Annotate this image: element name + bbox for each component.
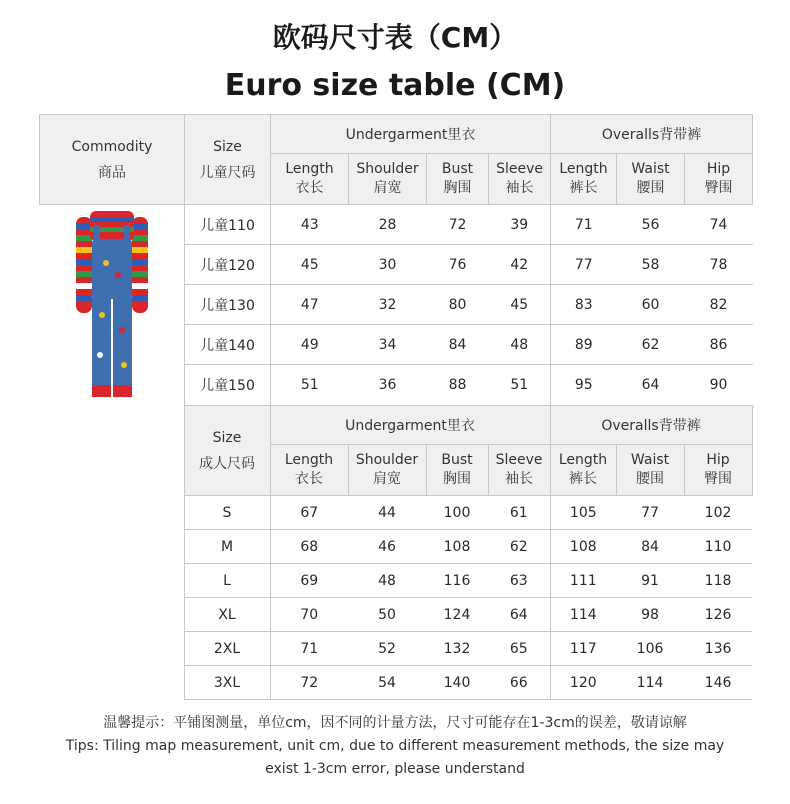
column-header-cn: 袖长 <box>505 471 534 487</box>
column-header-4 <box>551 154 617 205</box>
size-cell: 儿童110 <box>185 205 271 245</box>
value-cell: 48 <box>489 325 551 365</box>
value-cell: 52 <box>348 632 426 666</box>
value-cell: 116 <box>426 564 488 598</box>
value-cell: 72 <box>427 205 489 245</box>
value-cell: 146 <box>684 666 752 700</box>
column-header-cn: 衣长 <box>295 180 324 196</box>
column-header-en: Shoulder <box>355 452 419 468</box>
value-cell: 111 <box>550 564 616 598</box>
value-cell: 45 <box>271 245 349 285</box>
value-cell: 80 <box>427 285 489 325</box>
value-cell: 126 <box>684 598 752 632</box>
column-header-en: Hip <box>706 452 730 468</box>
value-cell: 48 <box>348 564 426 598</box>
value-cell: 124 <box>426 598 488 632</box>
value-cell: 67 <box>270 496 348 530</box>
column-header-cn: 裤长 <box>569 180 598 196</box>
value-cell: 76 <box>427 245 489 285</box>
size-header-en: Size <box>212 429 242 446</box>
undergarment-group-header: Undergarment里衣 <box>271 115 551 154</box>
size-cell: XL <box>184 598 270 632</box>
size-cell: S <box>184 496 270 530</box>
column-header-cn: 胸围 <box>443 180 472 196</box>
right-sleeve <box>132 217 148 313</box>
value-cell: 62 <box>617 325 685 365</box>
undergarment-group-header: Undergarment里衣 <box>270 406 550 445</box>
size-cell: 3XL <box>184 666 270 700</box>
column-header-cn: 肩宽 <box>373 471 401 487</box>
column-header-0 <box>271 154 349 205</box>
commodity-header <box>40 115 185 205</box>
column-header-cn: 袖长 <box>505 180 534 196</box>
value-cell: 77 <box>616 496 684 530</box>
value-cell: 72 <box>270 666 348 700</box>
column-header-en: Hip <box>706 161 731 177</box>
column-header-en: Length <box>559 161 608 177</box>
value-cell: 98 <box>616 598 684 632</box>
column-header-3 <box>489 154 551 205</box>
empty-corner <box>39 406 184 496</box>
column-header-2 <box>427 154 489 205</box>
value-cell: 47 <box>271 285 349 325</box>
value-cell: 84 <box>427 325 489 365</box>
column-header-en: Length <box>285 161 334 177</box>
value-cell: 114 <box>616 666 684 700</box>
value-cell: 34 <box>349 325 427 365</box>
value-cell: 100 <box>426 496 488 530</box>
table-row <box>39 496 752 530</box>
column-header-5 <box>617 154 685 205</box>
value-cell: 36 <box>349 365 427 405</box>
column-header-2 <box>426 445 488 496</box>
value-cell: 70 <box>270 598 348 632</box>
value-cell: 71 <box>270 632 348 666</box>
column-header-6 <box>684 445 752 496</box>
column-header-en: Bust <box>441 161 474 177</box>
value-cell: 136 <box>684 632 752 666</box>
column-header-cn: 胸围 <box>443 471 471 487</box>
value-cell: 71 <box>551 205 617 245</box>
column-header-cn: 裤长 <box>569 471 598 487</box>
column-header-en: Length <box>558 452 608 468</box>
column-header-en: Waist <box>631 161 670 177</box>
value-cell: 88 <box>427 365 489 405</box>
column-header-1 <box>349 154 427 205</box>
value-cell: 102 <box>684 496 752 530</box>
value-cell: 86 <box>685 325 753 365</box>
value-cell: 62 <box>488 530 550 564</box>
value-cell: 58 <box>617 245 685 285</box>
value-cell: 64 <box>488 598 550 632</box>
value-cell: 30 <box>349 245 427 285</box>
commodity-header-en: Commodity <box>71 138 153 155</box>
column-header-3 <box>488 445 550 496</box>
column-header-4 <box>550 445 616 496</box>
page-title-chinese: 欧码尺寸表（CM） <box>272 21 518 54</box>
column-header-cn: 腰围 <box>636 471 665 487</box>
column-header-en: Sleeve <box>496 161 543 177</box>
size-header-cn: 儿童尺码 <box>199 164 256 181</box>
footer-note-cn: 温馨提示：平铺图测量，单位cm，因不同的计量方法，尺寸可能存在1-3cm的误差，敬请谅解 <box>103 715 687 731</box>
value-cell: 114 <box>550 598 616 632</box>
column-header-en: Waist <box>630 452 670 468</box>
value-cell: 82 <box>685 285 753 325</box>
value-cell: 54 <box>348 666 426 700</box>
value-cell: 64 <box>617 365 685 405</box>
size-cell: 儿童140 <box>185 325 271 365</box>
footer-notes <box>0 712 790 781</box>
value-cell: 56 <box>617 205 685 245</box>
value-cell: 68 <box>270 530 348 564</box>
value-cell: 132 <box>426 632 488 666</box>
kids-size-header <box>185 115 271 205</box>
table-row <box>40 205 753 245</box>
value-cell: 50 <box>348 598 426 632</box>
size-header-en: Size <box>213 138 242 155</box>
value-cell: 46 <box>348 530 426 564</box>
size-cell: 儿童130 <box>185 285 271 325</box>
page-title-english: Euro size table (CM) <box>224 68 566 103</box>
value-cell: 108 <box>426 530 488 564</box>
value-cell: 95 <box>551 365 617 405</box>
value-cell: 110 <box>684 530 752 564</box>
value-cell: 77 <box>551 245 617 285</box>
adult-size-header <box>184 406 270 496</box>
value-cell: 117 <box>550 632 616 666</box>
value-cell: 51 <box>271 365 349 405</box>
column-header-en: Length <box>284 452 334 468</box>
commodity-header-cn: 商品 <box>98 164 126 181</box>
column-header-5 <box>616 445 684 496</box>
value-cell: 91 <box>616 564 684 598</box>
column-header-cn: 臀围 <box>704 471 733 487</box>
size-cell: M <box>184 530 270 564</box>
value-cell: 118 <box>684 564 752 598</box>
value-cell: 106 <box>616 632 684 666</box>
column-header-cn: 衣长 <box>295 471 323 487</box>
size-header-cn: 成人尺码 <box>199 455 255 472</box>
value-cell: 140 <box>426 666 488 700</box>
value-cell: 108 <box>550 530 616 564</box>
value-cell: 90 <box>685 365 753 405</box>
value-cell: 28 <box>349 205 427 245</box>
value-cell: 51 <box>489 365 551 405</box>
value-cell: 63 <box>488 564 550 598</box>
size-cell: 2XL <box>184 632 270 666</box>
empty-cell <box>39 496 184 700</box>
value-cell: 78 <box>685 245 753 285</box>
column-header-en: Shoulder <box>356 161 419 177</box>
column-header-1 <box>348 445 426 496</box>
costume-product-image <box>72 205 152 405</box>
value-cell: 89 <box>551 325 617 365</box>
overalls-shape <box>92 225 132 397</box>
value-cell: 45 <box>489 285 551 325</box>
value-cell: 120 <box>550 666 616 700</box>
footer-note-en-line2: exist 1-3cm error, please understand <box>265 761 525 777</box>
value-cell: 65 <box>488 632 550 666</box>
value-cell: 69 <box>270 564 348 598</box>
value-cell: 43 <box>271 205 349 245</box>
column-header-cn: 腰围 <box>636 180 665 196</box>
commodity-image-cell <box>40 205 185 406</box>
value-cell: 32 <box>349 285 427 325</box>
value-cell: 49 <box>271 325 349 365</box>
value-cell: 84 <box>616 530 684 564</box>
value-cell: 83 <box>551 285 617 325</box>
value-cell: 39 <box>489 205 551 245</box>
adult-size-table <box>39 405 753 700</box>
column-header-0 <box>270 445 348 496</box>
column-header-cn: 肩宽 <box>373 180 402 196</box>
left-sleeve <box>76 217 92 313</box>
column-header-6 <box>685 154 753 205</box>
size-cell: L <box>184 564 270 598</box>
column-header-cn: 臀围 <box>704 180 733 196</box>
column-header-en: Sleeve <box>495 452 543 468</box>
overalls-group-header: Overalls背带裤 <box>551 115 753 154</box>
size-cell: 儿童120 <box>185 245 271 285</box>
value-cell: 60 <box>617 285 685 325</box>
kids-size-table <box>39 114 753 406</box>
value-cell: 74 <box>685 205 753 245</box>
overalls-group-header: Overalls背带裤 <box>550 406 752 445</box>
value-cell: 42 <box>489 245 551 285</box>
value-cell: 44 <box>348 496 426 530</box>
value-cell: 105 <box>550 496 616 530</box>
value-cell: 61 <box>488 496 550 530</box>
size-cell: 儿童150 <box>185 365 271 405</box>
value-cell: 66 <box>488 666 550 700</box>
column-header-en: Bust <box>441 452 473 468</box>
footer-note-en-line1: Tips: Tiling map measurement, unit cm, due to different measurement methods, the size may <box>65 738 725 754</box>
